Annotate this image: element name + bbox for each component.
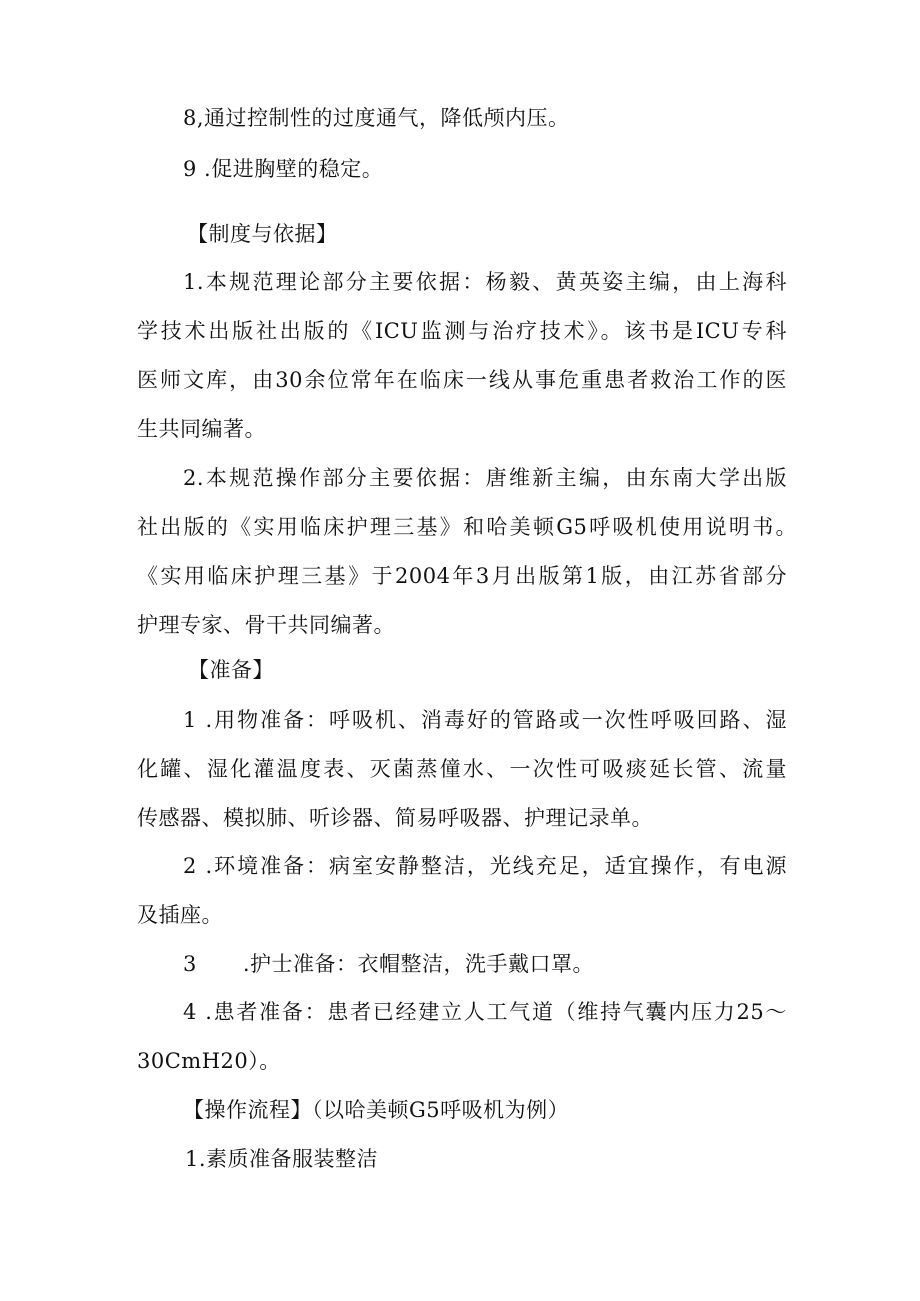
section-heading: 【操作流程】（以哈美顿G5呼吸机为例） [183, 1098, 570, 1122]
item-text: .护士准备：衣帽整洁，洗手戴口罩。 [242, 952, 595, 976]
paragraph-line: 生共同编著。 [137, 417, 266, 441]
paragraph-line: 1 .用物准备：呼吸机、消毒好的管路或一次性呼吸回路、湿 [183, 708, 787, 732]
paragraph-line: 及插座。 [137, 903, 223, 927]
paragraph-line: 30CmH20）。 [137, 1049, 281, 1073]
item-number: 3 [183, 952, 197, 976]
paragraph-line: 化罐、湿化灌温度表、灭菌蒸僮水、一次性可吸痰延长管、流量 [137, 757, 787, 781]
paragraph-line: 2 .环境准备：病室安静整洁，光线充足，适宜操作，有电源 [183, 854, 787, 878]
text-line: 8,通过控制性的过度通气，降低颅内压。 [183, 106, 570, 130]
paragraph-line: 1.素质准备服装整洁 [185, 1147, 379, 1171]
paragraph-line [183, 950, 787, 978]
paragraph-line: 4 .患者准备：患者已经建立人工气道（维持气囊内压力25～ [183, 1000, 787, 1024]
paragraph-line: 医师文库，由30余位常年在临床一线从事危重患者救治工作的医 [137, 368, 787, 392]
paragraph-line: 护理专家、骨干共同编著。 [137, 613, 395, 637]
section-heading: 【制度与依据】 [187, 222, 338, 246]
paragraph-line: 社出版的《实用临床护理三基》和哈美顿G5呼吸机使用说明书。 [137, 515, 797, 539]
paragraph-line: 《实用临床护理三基》于2004年3月出版第1版，由江苏省部分 [137, 564, 787, 588]
paragraph-line: 学技术出版社出版的《ICU监测与治疗技术》。该书是ICU专科 [137, 319, 787, 343]
paragraph-line: 传感器、模拟肺、听诊器、简易呼吸器、护理记录单。 [137, 806, 653, 830]
section-heading: 【准备】 [188, 658, 274, 682]
paragraph-line: 2.本规范操作部分主要依据：唐维新主编，由东南大学出版 [183, 466, 787, 490]
text-line: 9 .促进胸壁的稳定。 [183, 157, 384, 181]
paragraph-line: 1.本规范理论部分主要依据：杨毅、黄英姿主编，由上海科 [183, 270, 787, 294]
